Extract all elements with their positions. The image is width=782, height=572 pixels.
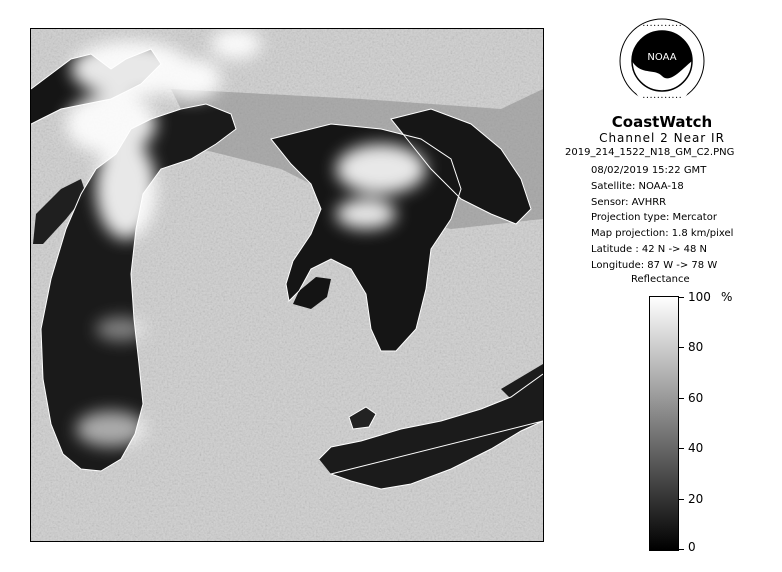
legend-tick [679,297,684,298]
info-projection-type: Projection type: Mercator [591,212,717,223]
brand-title: CoastWatch [611,113,713,131]
legend-tick [679,549,684,550]
legend-tick [679,347,684,348]
info-datetime: 08/02/2019 15:22 GMT [591,165,707,176]
legend-tick-label: 40 [688,441,704,455]
channel-subtitle: Channel 2 Near IR [599,131,725,145]
reflectance-colorbar [649,296,679,551]
noaa-logo [619,18,705,104]
legend-tick [679,398,684,399]
file-name: 2019_214_1522_N18_GM_C2.PNG [565,147,735,158]
satellite-map [30,28,544,542]
info-latitude: Latitude : 42 N -> 48 N [591,244,707,255]
legend-tick-label: 80 [688,340,704,354]
info-satellite: Satellite: NOAA-18 [591,181,684,192]
legend-tick-label: 20 [688,492,704,506]
svg-text:• • • • • • • • • • •: • • • • • • • • • • • [642,95,682,100]
logo-center-text: NOAA [647,52,677,63]
map-image [31,29,543,541]
legend-unit: % [721,290,733,304]
info-sensor: Sensor: AVHRR [591,197,667,208]
legend-title: Reflectance [631,274,690,285]
info-longitude: Longitude: 87 W -> 78 W [591,260,718,271]
legend-tick-label: 0 [688,540,696,554]
legend-tick [679,448,684,449]
svg-text:• • • • • • • • • • •: • • • • • • • • • • • [642,23,682,28]
info-map-projection: Map projection: 1.8 km/pixel [591,228,734,239]
legend-tick [679,499,684,500]
legend-tick-label: 100 [688,290,711,304]
legend-tick-label: 60 [688,391,704,405]
